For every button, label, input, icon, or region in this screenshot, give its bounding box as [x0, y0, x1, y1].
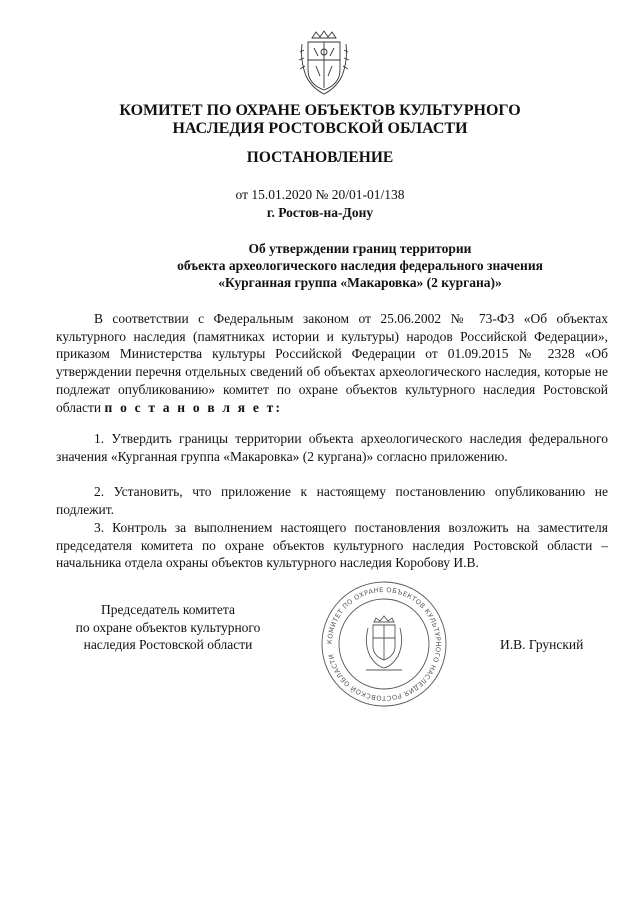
document-type: ПОСТАНОВЛЕНИЕ: [246, 149, 394, 166]
signatory-position-line1: Председатель комитета: [101, 602, 235, 617]
document-date-number: от 15.01.2020 № 20/01-01/138: [235, 187, 405, 202]
subject-line3: «Курганная группа «Макаровка» (2 кургана)»: [218, 275, 502, 290]
committee-name-line2: НАСЛЕДИЯ РОСТОВСКОЙ ОБЛАСТИ: [172, 120, 468, 137]
seal-ring-text: КОМИТЕТ ПО ОХРАНЕ ОБЪЕКТОВ КУЛЬТУРНОГО НАСЛЕДИЯ РОСТОВСКОЙ ОБЛАСТИ: [325, 585, 443, 703]
resolution-item-2: 2. Установить, что приложение к настоящему постановлению опубликованию не подлежит.: [56, 484, 608, 517]
signatory-position: [58, 601, 278, 654]
resolution-item-1: 1. Утвердить границы территории объекта археологического наследия федерального значения «Курганная группа «Макаровка» (2 кургана)» согласно приложению.: [56, 431, 608, 464]
signatory-position-line2: по охране объектов культурного: [75, 619, 261, 635]
resolves-word: п о с т а н о в л я е т:: [104, 399, 283, 415]
subject-line1: Об утверждении границ территории: [248, 241, 472, 256]
committee-name-line1: КОМИТЕТ ПО ОХРАНЕ ОБЪЕКТОВ КУЛЬТУРНОГО: [119, 102, 521, 119]
signatory-position-line3: наследия Ростовской области: [83, 637, 253, 652]
signatory-name: И.В. Грунский: [500, 637, 584, 652]
resolution-item-3: 3. Контроль за выполнением настоящего постановления возложить на заместителя председателя комитета по охране объектов культурного наследия Ростовской области – начальника отдела охраны объектов культурного наследия Коробову И.В.: [56, 520, 608, 571]
preamble-text: В соответствии с Федеральным законом от 25.06.2002 № 73-ФЗ «Об объектах культурного наследия (памятниках истории и культуры) народов Российской Федерации», приказом Министерства культуры Российской Федерации от 01.09.2015 № 2328 «Об утверждении перечня отдельных сведений об объектах археологического наследия, которые не подлежат опубликованию» комитет по охране объектов культурного наследия Ростовской области: [56, 311, 608, 415]
subject-line2: объекта археологического наследия федерального значения: [177, 258, 543, 273]
coat-of-arms-emblem: [298, 30, 350, 98]
document-city: г. Ростов-на-Дону: [266, 205, 374, 220]
preamble-paragraph: [56, 310, 608, 416]
official-seal-stamp: [318, 578, 450, 710]
